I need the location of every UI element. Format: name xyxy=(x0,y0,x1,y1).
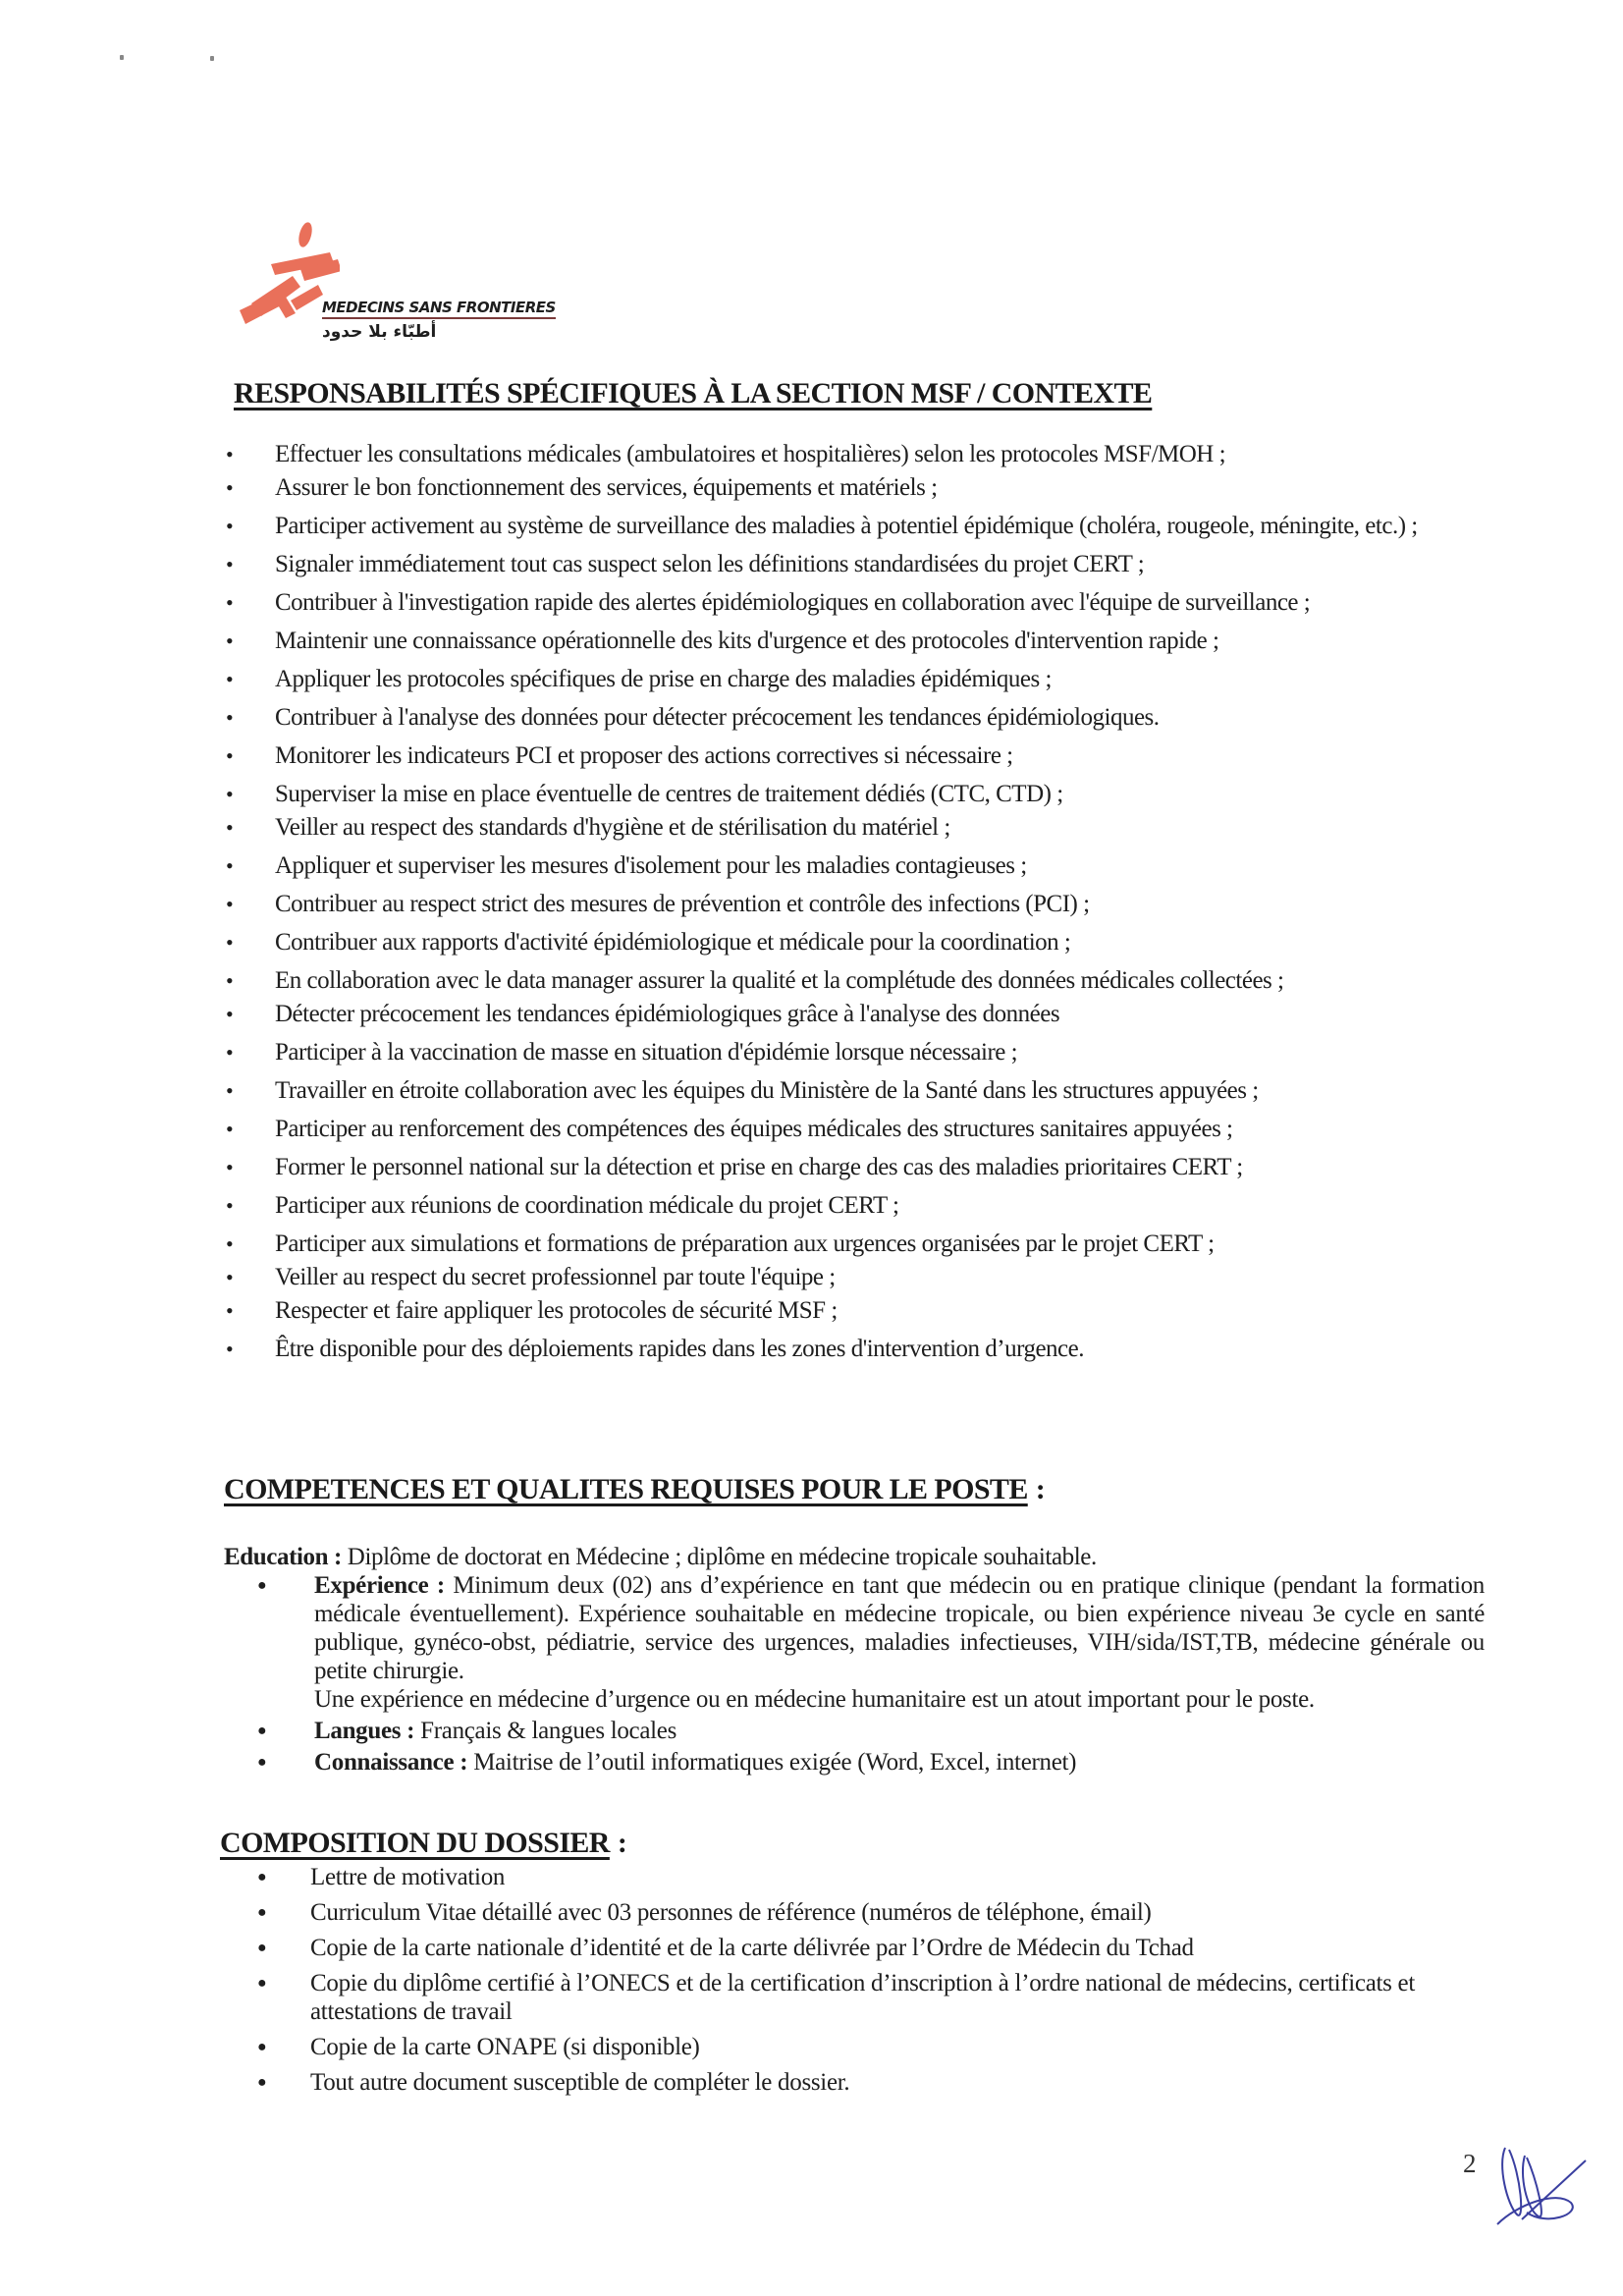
list-item: • Maintenir une connaissance opérationnelle des kits d'urgence et des protocoles d'intervention rapide ; xyxy=(226,627,1532,656)
list-item: • Veiller au respect des standards d'hygiène et de stérilisation du matériel ; xyxy=(226,813,1532,843)
msf-running-man-icon xyxy=(232,220,340,338)
skill-text: Minimum deux (02) ans d’expérience en tant que médecin ou en pratique clinique (pendant la formation médicale éventuellement). Expérience souhaitable en médecine tropicale, ou bien expérience niveau 3e cycle en santé publique, gynéco-obst, pédiatrie, service des urgences, maladies infectieuses, VIH/sida/IST,TB, médecine générale ou petite chirurgie. xyxy=(314,1572,1485,1684)
list-item: • Travailler en étroite collaboration avec les équipes du Ministère de la Santé dans les structures appuyées ; xyxy=(226,1076,1532,1106)
signature-icon xyxy=(1478,2136,1596,2234)
list-item: • Contribuer à l'investigation rapide des alertes épidémiologiques en collaboration avec l'équipe de surveillance ; xyxy=(226,588,1532,618)
education-line xyxy=(224,1544,1097,1571)
list-item: • Assurer le bon fonctionnement des services, équipements et matériels ; xyxy=(226,473,1532,503)
list-item: • Détecter précocement les tendances épidémiologiques grâce à l'analyse des données xyxy=(226,1000,1532,1029)
list-item: • Participer au renforcement des compétences des équipes médicales des structures sanitaires appuyées ; xyxy=(226,1115,1532,1144)
skill-label: Expérience : xyxy=(314,1572,445,1599)
list-item: • Contribuer aux rapports d'activité épidémiologique et médicale pour la coordination ; xyxy=(226,928,1532,957)
list-item: • Superviser la mise en place éventuelle de centres de traitement dédiés (CTC, CTD) ; xyxy=(226,780,1532,809)
skill-extra-text: Une expérience en médecine d’urgence ou en médecine humanitaire est un atout important pour le poste. xyxy=(314,1686,1315,1713)
list-item: • Former le personnel national sur la détection et prise en charge des cas des maladies prioritaires CERT ; xyxy=(226,1153,1532,1182)
education-label: Education : xyxy=(224,1544,342,1570)
skill-label: Connaissance : xyxy=(314,1749,468,1776)
scan-speck xyxy=(210,56,214,61)
competences-list xyxy=(257,1571,1485,1779)
list-item: ● Copie de la carte nationale d’identité et de la carte délivrée par l’Ordre de Médecin du Tchad xyxy=(257,1934,1494,1962)
org-name-arabic: أطبّاء بلا حدود xyxy=(322,322,437,342)
skill-item-experience xyxy=(257,1571,1485,1714)
dossier-list xyxy=(257,1863,1494,2104)
scan-speck xyxy=(120,55,124,60)
skill-item-langues xyxy=(257,1717,1485,1745)
skill-label: Langues : xyxy=(314,1718,415,1744)
list-item: • Veiller au respect du secret professionnel par toute l'équipe ; xyxy=(226,1263,1532,1292)
section-title: COMPOSITION DU DOSSIER xyxy=(220,1827,610,1859)
section-title-suffix: : xyxy=(1035,1473,1046,1505)
list-item: • Participer aux réunions de coordination médicale du projet CERT ; xyxy=(226,1191,1532,1221)
msf-logo xyxy=(232,220,556,348)
list-item: • Effectuer les consultations médicales (ambulatoires et hospitalières) selon les protocoles MSF/MOH ; xyxy=(226,440,1532,469)
list-item: • Être disponible pour des déploiements rapides dans les zones d'intervention d’urgence. xyxy=(226,1335,1532,1364)
list-item: ● Copie du diplôme certifié à l’ONECS et de la certification d’inscription à l’ordre national de médecins, certificats et attestations de travail xyxy=(257,1969,1494,2026)
section-title: RESPONSABILITÉS SPÉCIFIQUES À LA SECTION MSF / CONTEXTE xyxy=(234,377,1153,410)
section-heading-competences xyxy=(224,1473,1045,1506)
list-item: ● Curriculum Vitae détaillé avec 03 personnes de référence (numéros de téléphone, émail) xyxy=(257,1898,1494,1927)
skill-item-connaissance xyxy=(257,1748,1485,1777)
skill-text: Maitrise de l’outil informatiques exigée (Word, Excel, internet) xyxy=(473,1749,1077,1776)
list-item: • Contribuer au respect strict des mesures de prévention et contrôle des infections (PCI) ; xyxy=(226,890,1532,919)
page-number: 2 xyxy=(1463,2149,1477,2178)
list-item: • Appliquer les protocoles spécifiques de prise en charge des maladies épidémiques ; xyxy=(226,665,1532,694)
list-item: • Contribuer à l'analyse des données pour détecter précocement les tendances épidémiologiques. xyxy=(226,703,1532,733)
section-title: COMPETENCES ET QUALITES REQUISES POUR LE POSTE xyxy=(224,1473,1028,1505)
list-item: • Participer aux simulations et formations de préparation aux urgences organisées par le projet CERT ; xyxy=(226,1230,1532,1259)
list-item: • Respecter et faire appliquer les protocoles de sécurité MSF ; xyxy=(226,1296,1532,1326)
list-item: ● Lettre de motivation xyxy=(257,1863,1494,1891)
section-heading-dossier xyxy=(220,1827,626,1860)
list-item: ● Copie de la carte ONAPE (si disponible) xyxy=(257,2033,1494,2061)
skill-text: Français & langues locales xyxy=(420,1718,677,1744)
org-name: MEDECINS SANS FRONTIERES xyxy=(322,299,556,319)
list-item: • Signaler immédiatement tout cas suspect selon les définitions standardisées du projet CERT ; xyxy=(226,550,1532,579)
list-item: • Participer activement au système de surveillance des maladies à potentiel épidémique (choléra, rougeole, méningite, etc.) ; xyxy=(226,512,1532,541)
responsabilites-list xyxy=(226,440,1532,1373)
section-heading-responsabilites xyxy=(234,377,1152,410)
list-item: • Participer à la vaccination de masse en situation d'épidémie lorsque nécessaire ; xyxy=(226,1038,1532,1067)
list-item: • Appliquer et superviser les mesures d'isolement pour les maladies contagieuses ; xyxy=(226,851,1532,881)
list-item: • Monitorer les indicateurs PCI et proposer des actions correctives si nécessaire ; xyxy=(226,741,1532,771)
list-item: • En collaboration avec le data manager assurer la qualité et la complétude des données médicales collectées ; xyxy=(226,966,1532,996)
section-title-suffix: : xyxy=(617,1827,627,1859)
list-item: ● Tout autre document susceptible de compléter le dossier. xyxy=(257,2068,1494,2097)
education-text: Diplôme de doctorat en Médecine ; diplôme en médecine tropicale souhaitable. xyxy=(347,1544,1097,1570)
